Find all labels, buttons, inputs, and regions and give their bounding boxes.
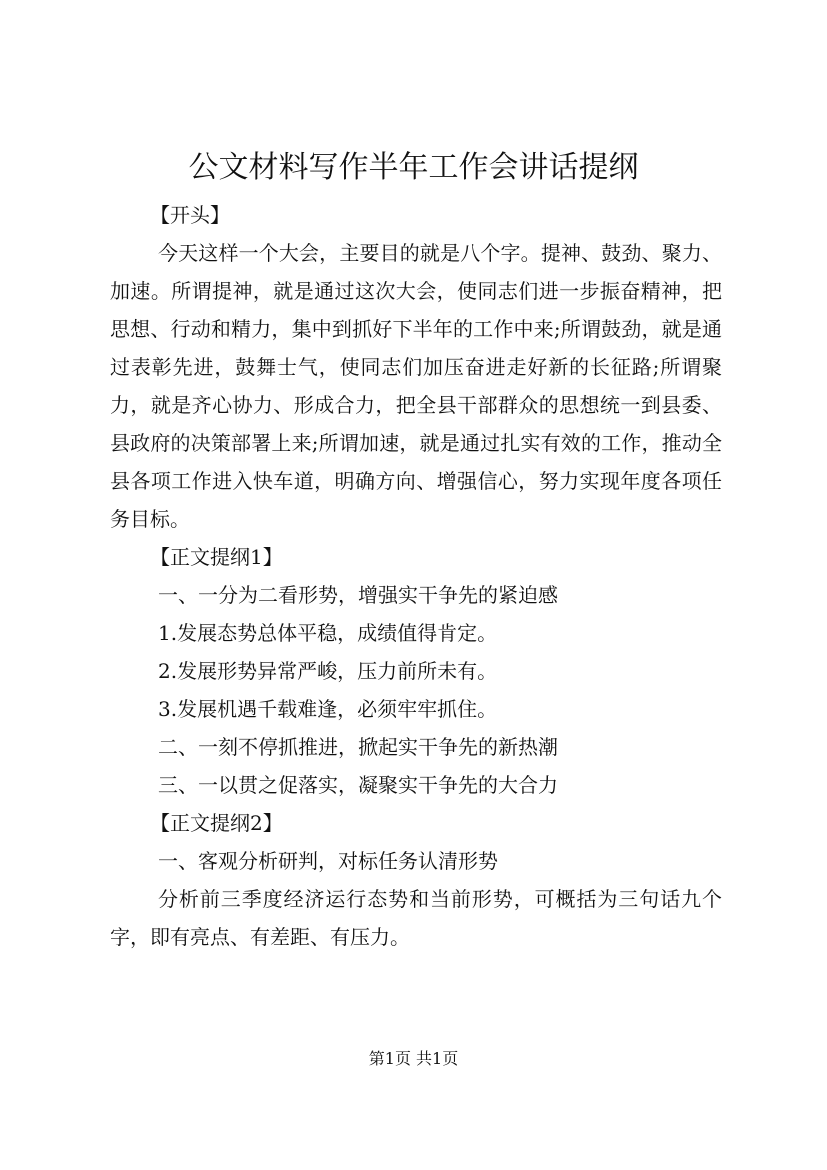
opening-paragraph: 今天这样一个大会，主要目的就是八个字。提神、鼓劲、聚力、加速。所谓提神，就是通过这次大会，使同志们进一步振奋精神，把思想、行动和精力，集中到抓好下半年的工作中来;所谓鼓劲，就是通过表彰先进，鼓舞士气，使同志们加压奋进走好新的长征路;所谓聚力，就是齐心协力、形成合力，把全县干部群众的思想统一到县委、县政府的决策部署上来;所谓加速，就是通过扎实有效的工作，推动全县各项工作进入快车道，明确方向、增强信心，努力实现年度各项任务目标。: [110, 241, 722, 531]
outline1-item: 2.发展形势异常严峻，压力前所未有。: [158, 659, 498, 683]
page-title: 公文材料写作半年工作会讲话提纲: [188, 150, 639, 185]
outline1-heading: 【正文提纲1】: [150, 545, 283, 569]
outline1-item: 一、一分为二看形势，增强实干争先的紧迫感: [158, 583, 558, 607]
outline2-paragraph: 分析前三季度经济运行态势和当前形势，可概括为三句话九个字，即有亮点、有差距、有压力。: [110, 887, 722, 949]
outline1-item: 三、一以贯之促落实，凝聚实干争先的大合力: [158, 773, 558, 797]
outline1-item: 1.发展态势总体平稳，成绩值得肯定。: [158, 621, 498, 645]
page-footer: 第1页 共1页: [368, 1049, 459, 1068]
outline1-item: 二、一刻不停抓推进，掀起实干争先的新热潮: [158, 735, 558, 759]
outline1-item: 3.发展机遇千载难逢，必须牢牢抓住。: [158, 697, 498, 721]
outline2-heading: 【正文提纲2】: [150, 811, 283, 835]
outline2-item: 一、客观分析研判，对标任务认清形势: [158, 849, 498, 873]
document-body: [110, 196, 722, 956]
opening-heading: 【开头】: [150, 203, 230, 227]
